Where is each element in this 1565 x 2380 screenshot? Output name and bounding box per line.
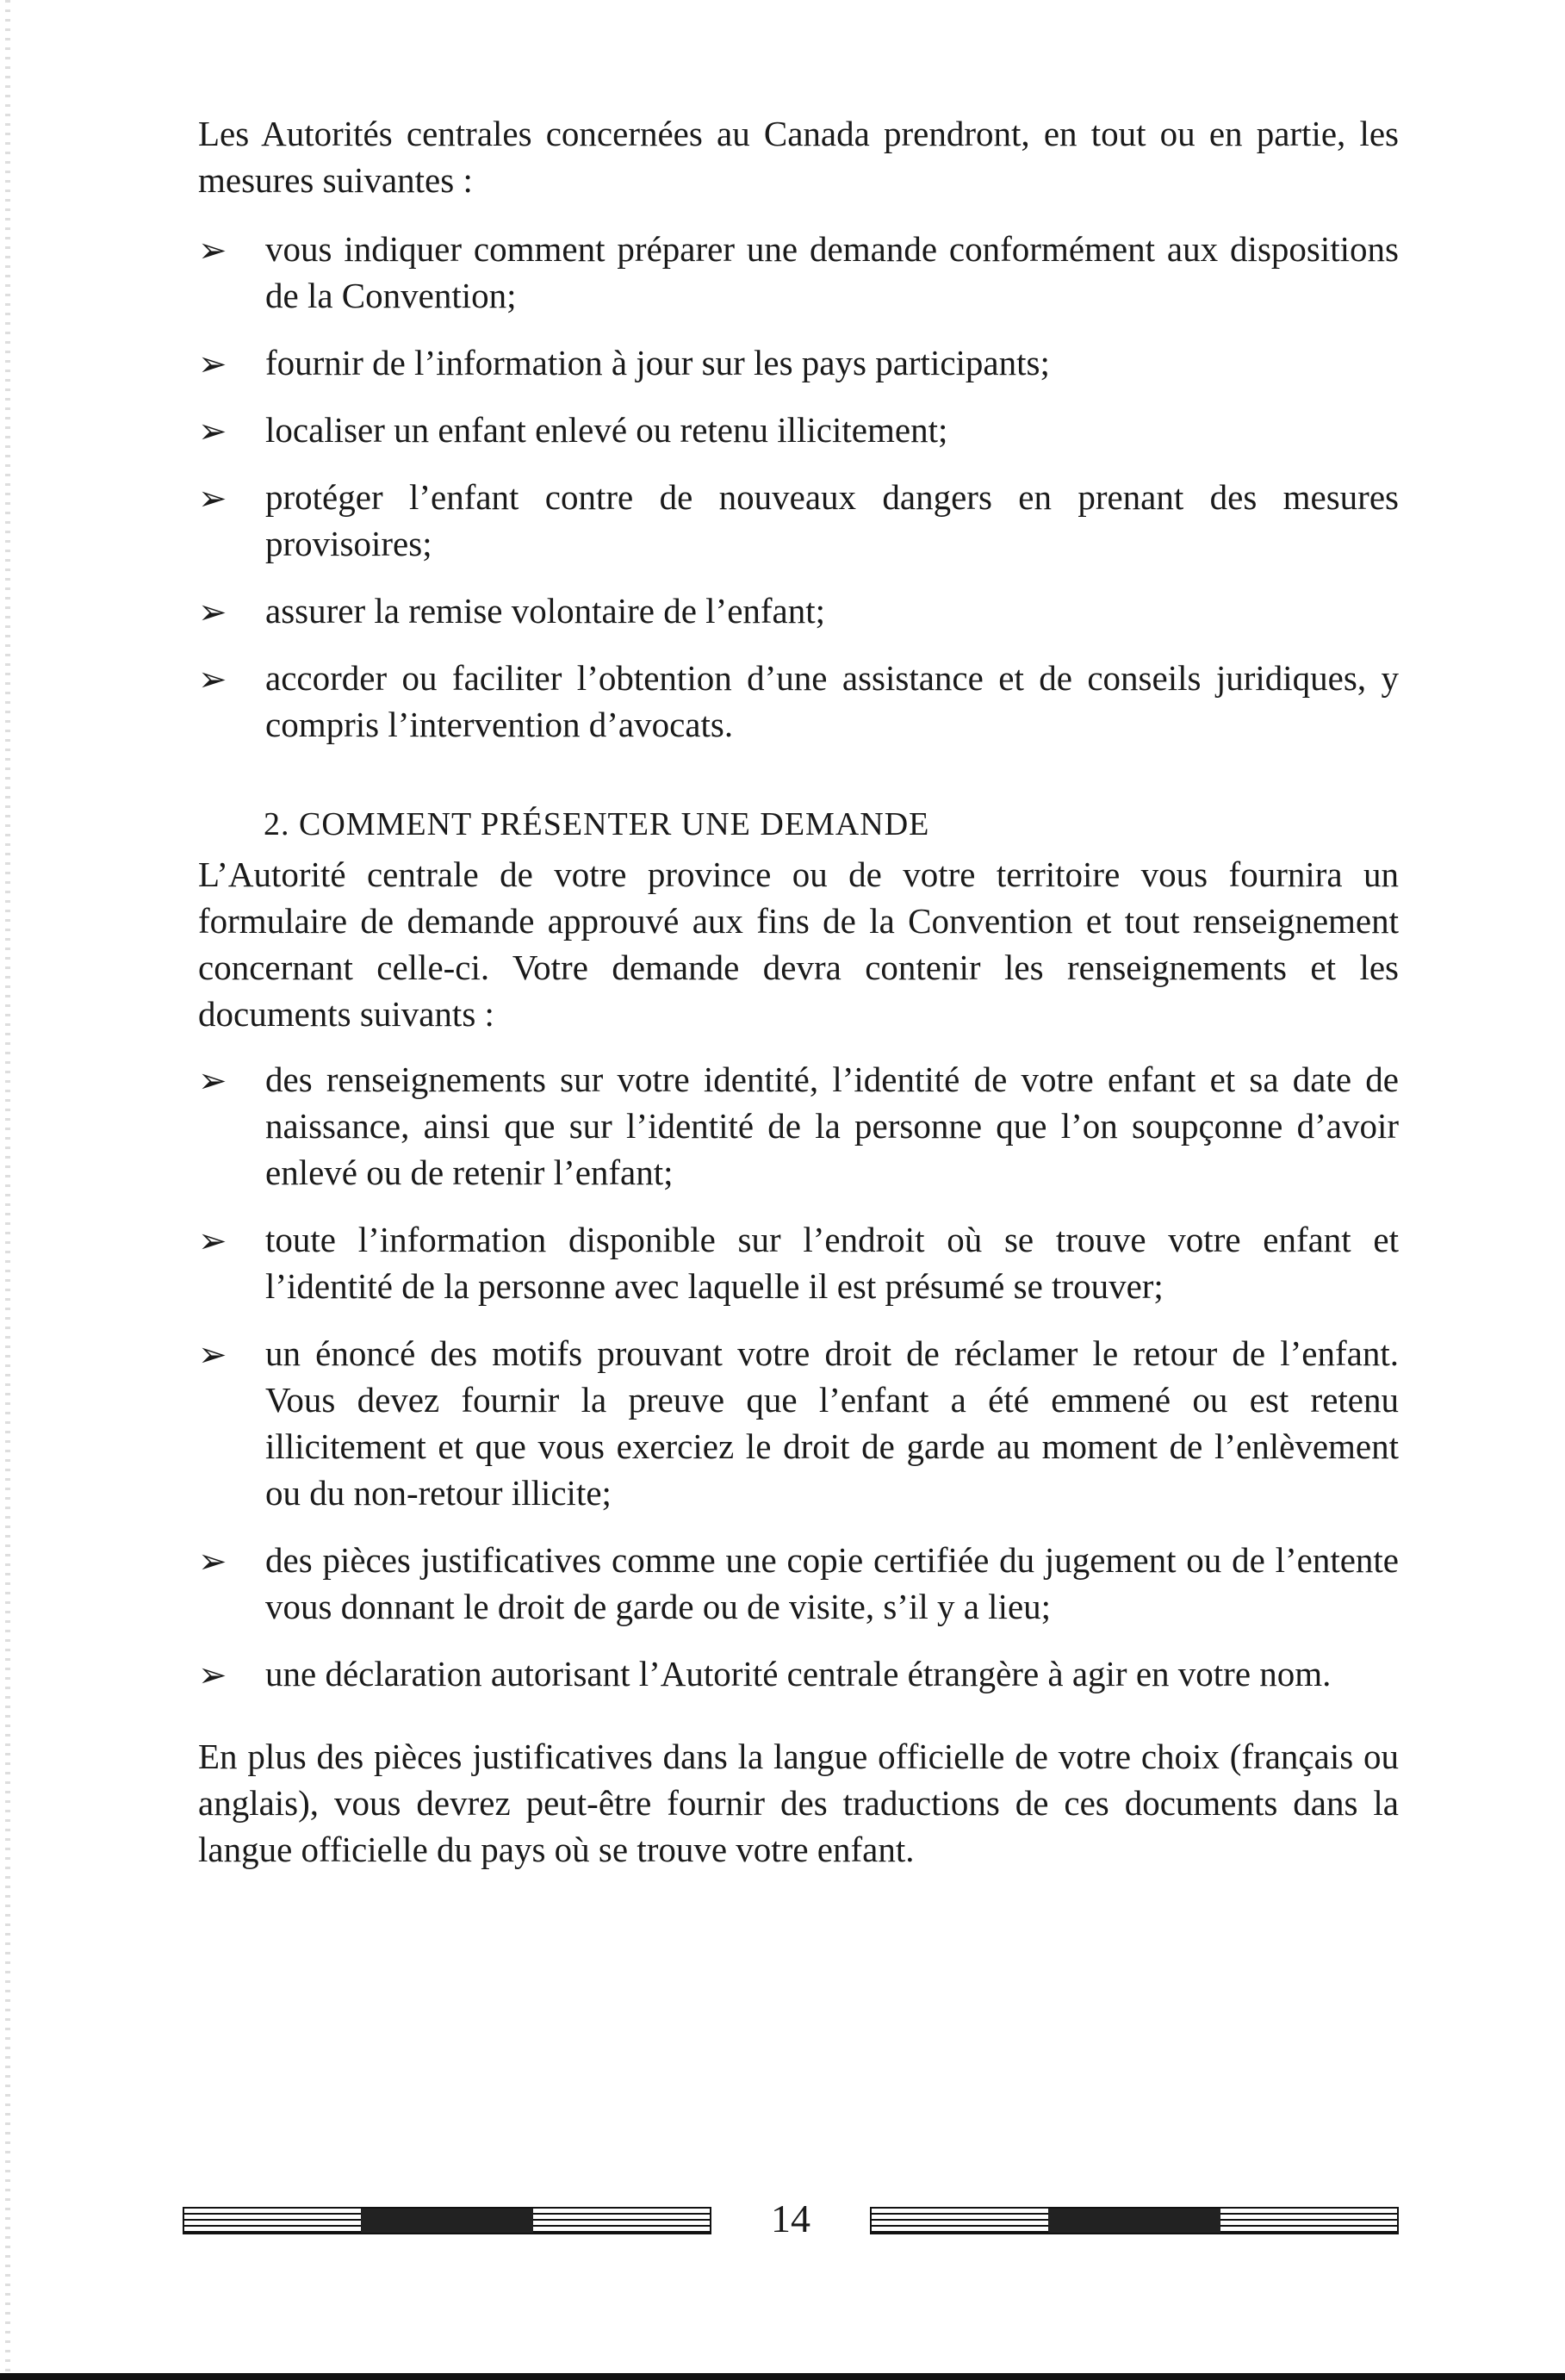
list-item: ➢ accorder ou faciliter l’obtention d’une assistance et de conseils juridiques, y compris l’intervention d’avocats.	[198, 658, 1399, 744]
measures-list	[198, 226, 1399, 748]
list-item: ➢ vous indiquer comment préparer une demande conformément aux dispositions de la Convention;	[198, 229, 1399, 315]
arrow-bullet-icon: ➢	[198, 1656, 227, 1695]
section-intro-paragraph: L’Autorité centrale de votre province ou de votre territoire vous fournira un formulaire de demande approuvé aux fins de la Convention et tout renseignement concernant celle-ci. Votre demande devra contenir les renseignements et les documents suivants :	[198, 854, 1399, 1034]
arrow-bullet-icon: ➢	[198, 1542, 227, 1581]
intro-paragraph: Les Autorités centrales concernées au Canada prendront, en tout ou en partie, les mesures suivantes :	[198, 114, 1399, 200]
footer-rule-right	[870, 2207, 1399, 2234]
arrow-bullet-icon: ➢	[198, 231, 227, 270]
list-item: ➢ des renseignements sur votre identité, l’identité de votre enfant et sa date de naissance, ainsi que sur l’identité de la personne que l’on soupçonne d’avoir enlevé ou de retenir l’enfant;	[198, 1060, 1399, 1192]
section-heading: 2. COMMENT PRÉSENTER UNE DEMANDE	[264, 806, 930, 842]
arrow-bullet-icon: ➢	[198, 412, 227, 451]
page-footer	[183, 2195, 1399, 2243]
list-item: ➢ une déclaration autorisant l’Autorité centrale étrangère à agir en votre nom.	[198, 1650, 1399, 1697]
scan-edge-left	[5, 0, 10, 2380]
arrow-bullet-icon: ➢	[198, 345, 227, 384]
list-item: ➢ localiser un enfant enlevé ou retenu illicitement;	[198, 407, 1399, 453]
list-item: ➢ toute l’information disponible sur l’endroit où se trouve votre enfant et l’identité de la personne avec laquelle il est présumé se trouver;	[198, 1220, 1399, 1306]
arrow-bullet-icon: ➢	[198, 1061, 227, 1101]
arrow-bullet-icon: ➢	[198, 660, 227, 699]
arrow-bullet-icon: ➢	[198, 1335, 227, 1375]
page-content	[198, 110, 1399, 1873]
arrow-bullet-icon: ➢	[198, 593, 227, 632]
arrow-bullet-icon: ➢	[198, 1221, 227, 1261]
list-item: ➢ fournir de l’information à jour sur les pays participants;	[198, 339, 1399, 386]
arrow-bullet-icon: ➢	[198, 479, 227, 519]
requirements-list	[198, 1056, 1399, 1697]
list-item: ➢ assurer la remise volontaire de l’enfant;	[198, 587, 1399, 634]
page-number: 14	[771, 2197, 810, 2240]
list-item: ➢ un énoncé des motifs prouvant votre droit de réclamer le retour de l’enfant. Vous devez fournir la preuve que l’enfant a été emmené ou est retenu illicitement et que vous exerciez le droit de garde au moment de l’enlèvement ou du non-retour illicite;	[198, 1333, 1399, 1513]
list-item: ➢ des pièces justificatives comme une copie certifiée du jugement ou de l’entente vous donnant le droit de garde ou de visite, s’il y a lieu;	[198, 1540, 1399, 1626]
scan-edge-bottom	[0, 2373, 1565, 2380]
closing-paragraph: En plus des pièces justificatives dans la langue officielle de votre choix (français ou anglais), vous devrez peut-être fournir des traductions de ces documents dans la langue officielle du pays où se trouve votre enfant.	[198, 1737, 1399, 1869]
list-item: ➢ protéger l’enfant contre de nouveaux dangers en prenant des mesures provisoires;	[198, 477, 1399, 563]
